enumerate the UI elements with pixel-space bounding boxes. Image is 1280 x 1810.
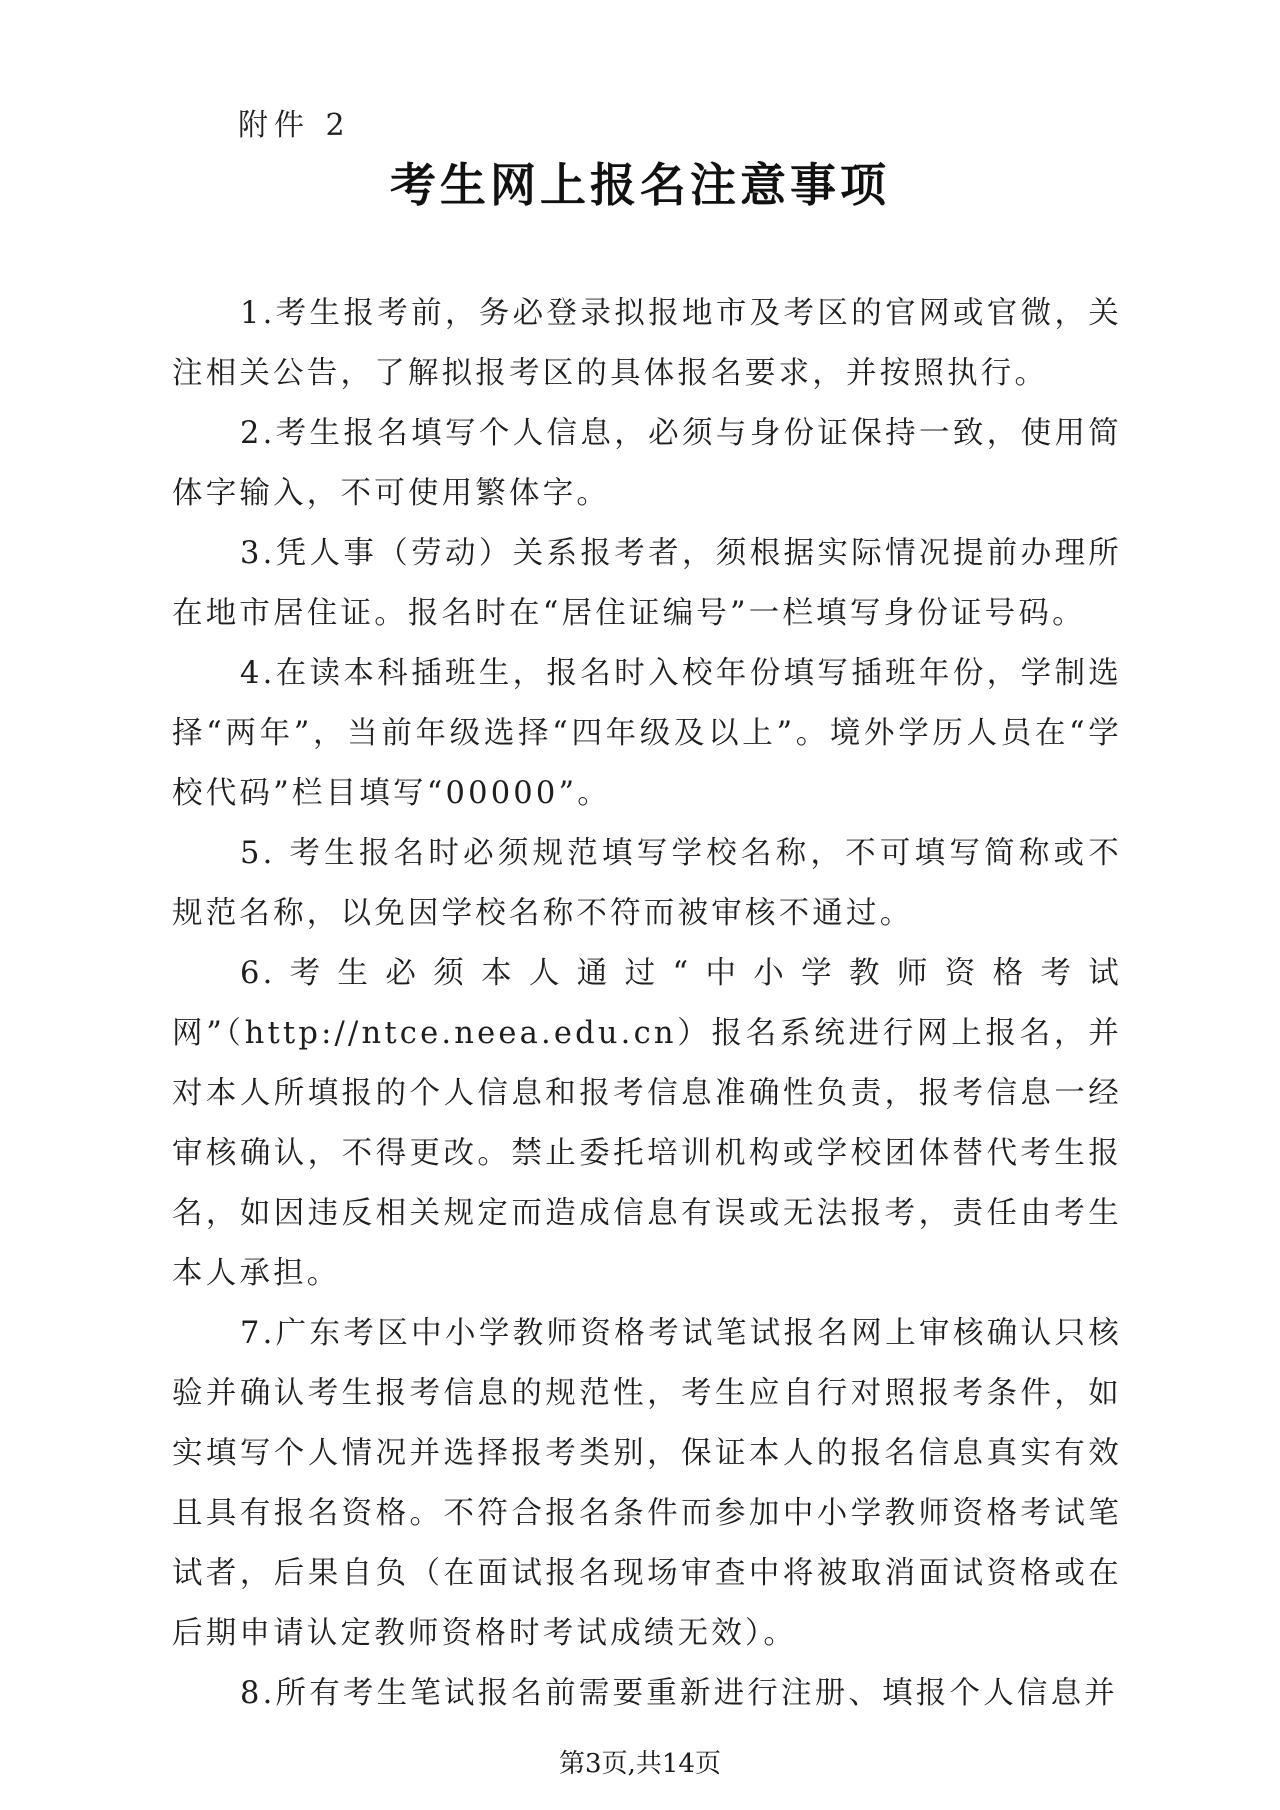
- document-body: [172, 284, 1122, 1724]
- paragraph-4: 4.在读本科插班生，报名时入校年份填写插班年份，学制选择“两年”，当前年级选择“四年级及以上”。境外学历人员在“学校代码”栏目填写“00000”。: [172, 656, 1122, 811]
- page-title: 考生网上报名注意事项: [390, 158, 890, 212]
- paragraph-5: 5. 考生报名时必须规范填写学校名称，不可填写简称或不规范名称，以免因学校名称不符而被审核不通过。: [172, 836, 1122, 931]
- page-number-footer: 第3页,共14页: [559, 1749, 721, 1779]
- paragraph-2: 2.考生报名填写个人信息，必须与身份证保持一致，使用简体字输入，不可使用繁体字。: [172, 416, 1122, 511]
- paragraph-7: 7.广东考区中小学教师资格考试笔试报名网上审核确认只核验并确认考生报考信息的规范性，考生应自行对照报考条件，如实填写个人情况并选择报考类别，保证本人的报名信息真实有效且具有报名资格。不符合报名条件而参加中小学教师资格考试笔试者，后果自负（在面试报名现场审查中将被取消面试资格或在后期申请认定教师资格时考试成绩无效）。: [172, 1316, 1122, 1651]
- paragraph-6: 6.考生必须本人通过“中小学教师资格考试网”（http://ntce.neea.edu.cn）报名系统进行网上报名，并对本人所填报的个人信息和报考信息准确性负责，报考信息一经审核确认，不得更改。禁止委托培训机构或学校团体替代考生报名，如因违反相关规定而造成信息有误或无法报考，责任由考生本人承担。: [172, 956, 1122, 1291]
- paragraph-8: 8.所有考生笔试报名前需要重新进行注册、填报个人信息并: [240, 1676, 1118, 1711]
- paragraph-1: 1.考生报考前，务必登录拟报地市及考区的官网或官微，关注相关公告，了解拟报考区的具体报名要求，并按照执行。: [172, 296, 1122, 391]
- attachment-label: 附件 2: [238, 108, 351, 143]
- paragraph-3: 3.凭人事（劳动）关系报考者，须根据实际情况提前办理所在地市居住证。报名时在“居住证编号”一栏填写身份证号码。: [172, 536, 1122, 631]
